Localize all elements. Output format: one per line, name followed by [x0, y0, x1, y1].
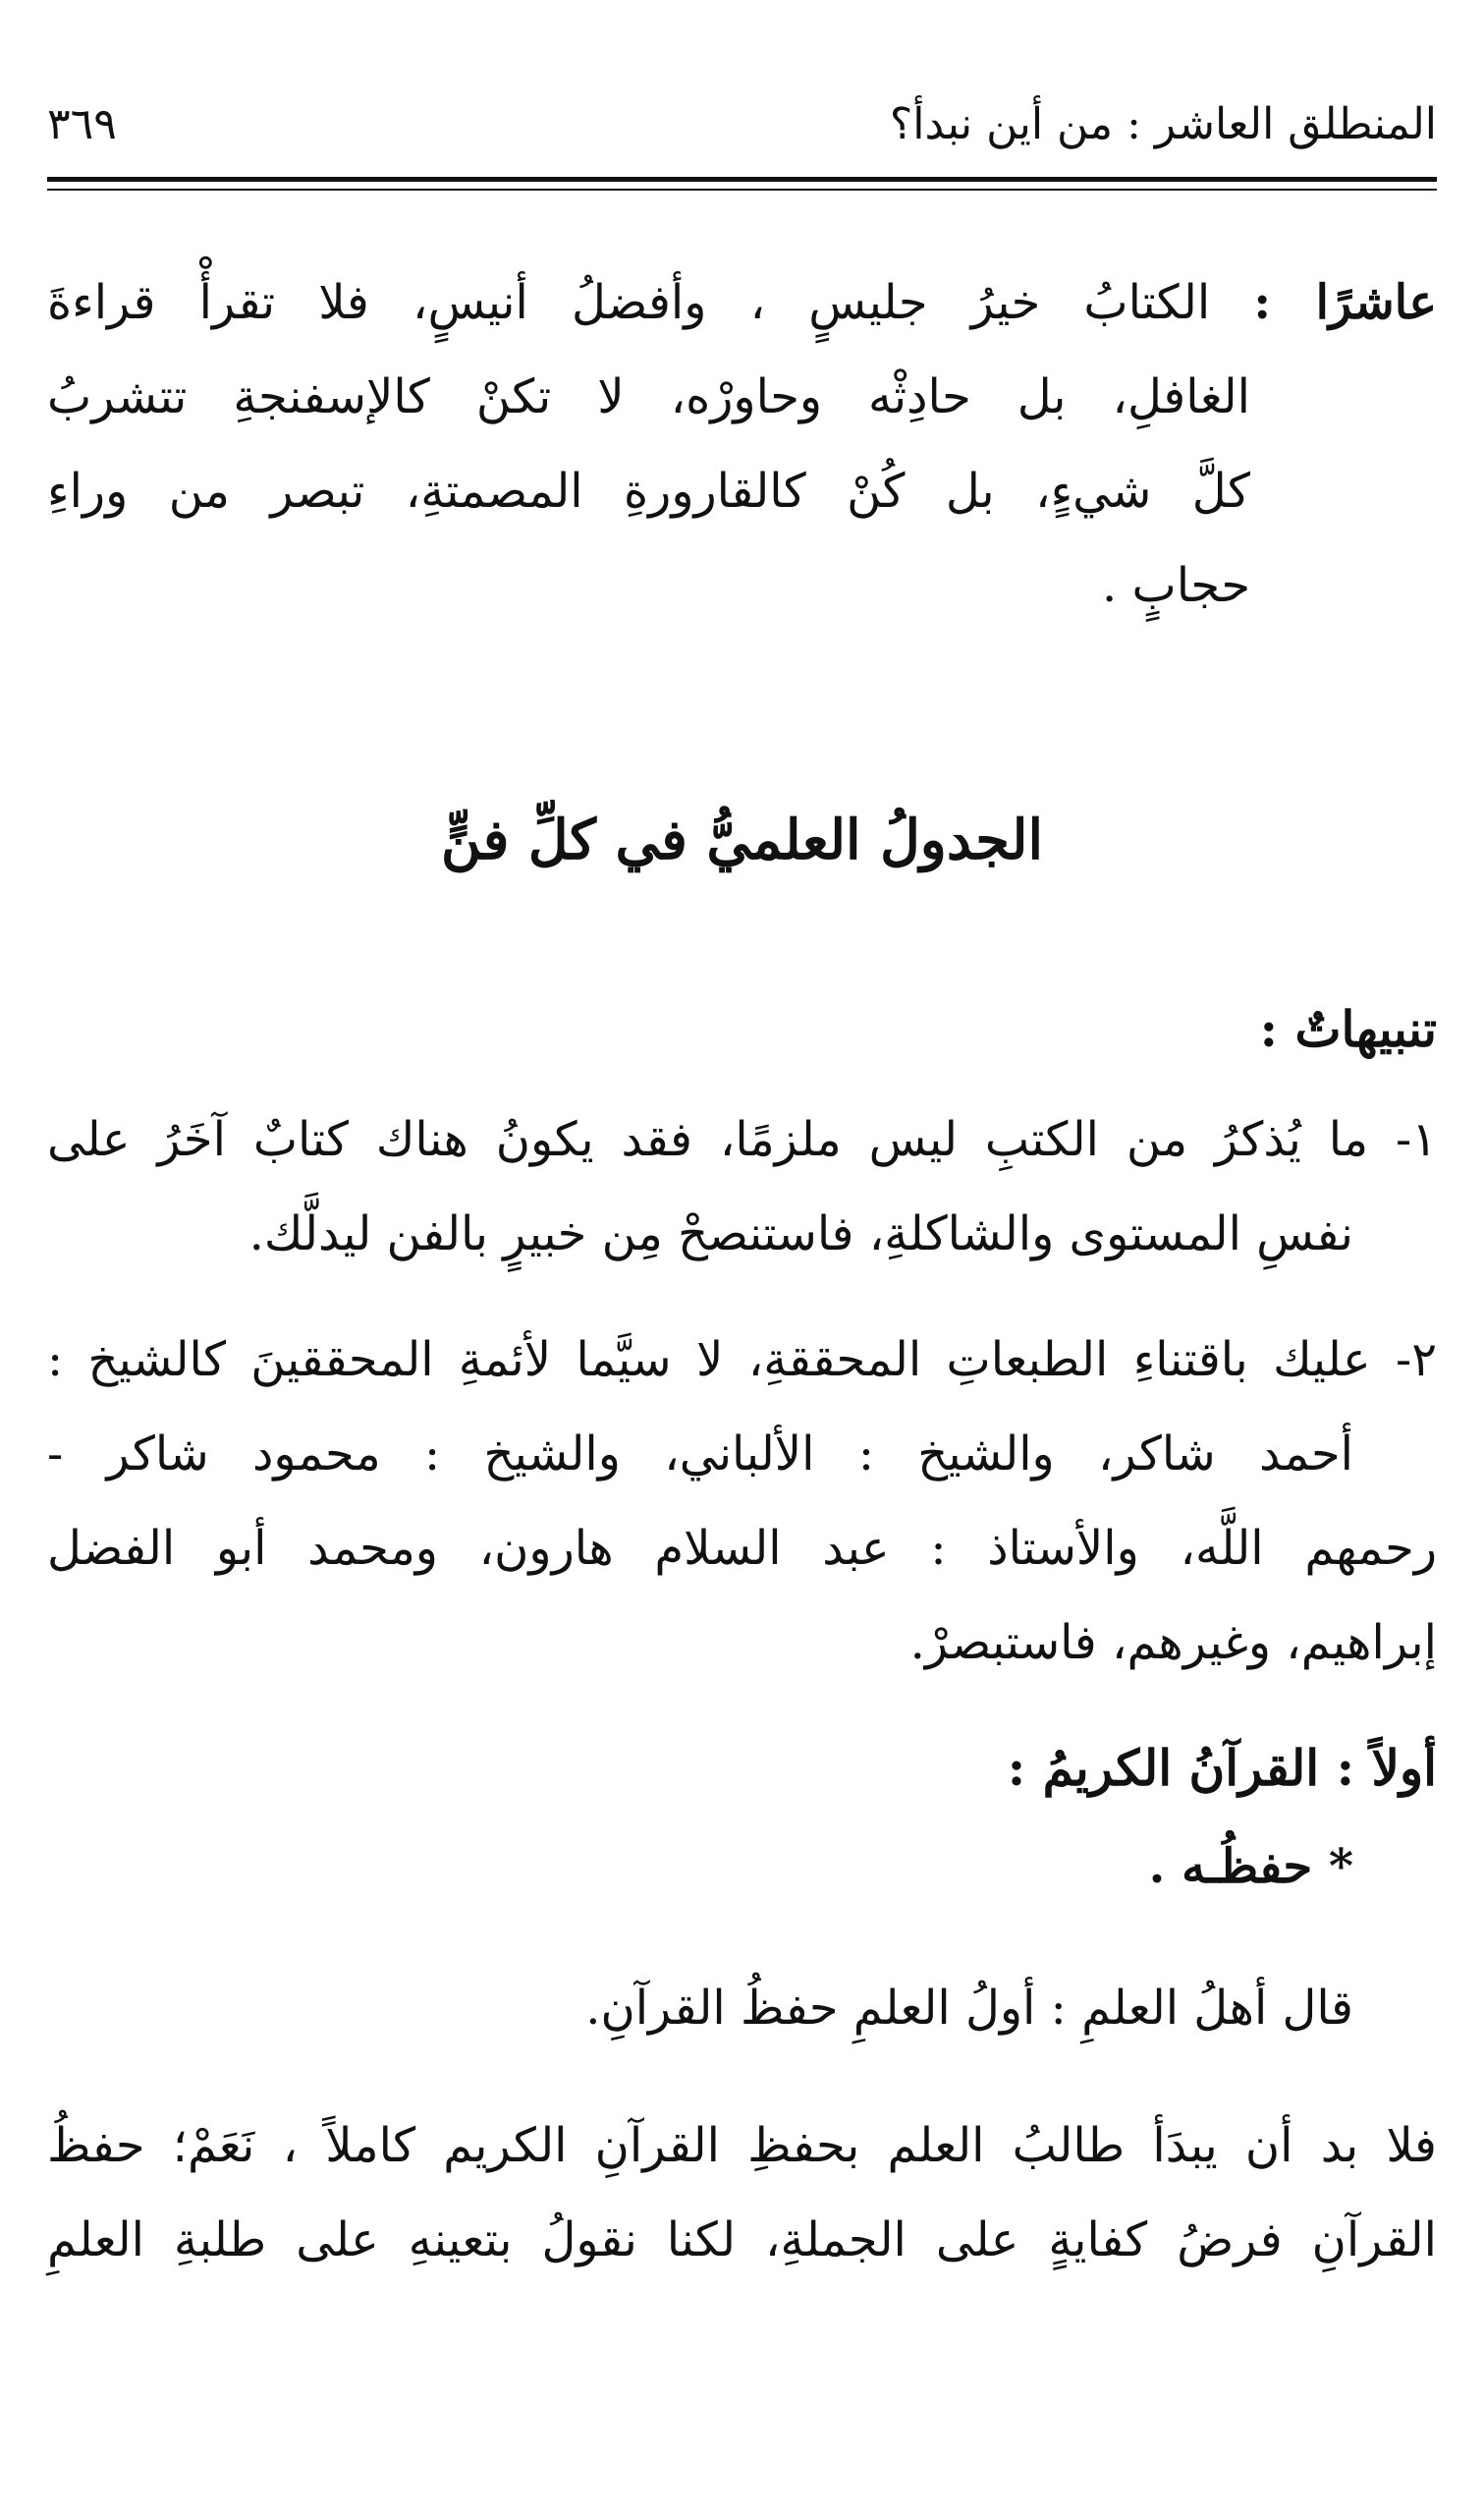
- note-line: نفسِ المستوى والشاكلةِ، فاستنصحْ مِن خبيرٍ بالفن ليدلَّك.: [248, 1206, 1353, 1261]
- notes-heading: تنبيهاتٌ :: [1259, 1000, 1437, 1058]
- header-rule-thin: [47, 189, 1437, 191]
- paragraph-line: كلَّ شيءٍ، بل كُنْ كالقارورةِ المصمتةِ، تبصر من وراءِ: [47, 464, 1250, 519]
- book-page: [47, 0, 1437, 2516]
- paragraph-line: القرآنِ فرضُ كفايةٍ على الجملةِ، لكنا نقولُ بتعينهِ على طلبةِ العلمِ: [47, 2212, 1437, 2267]
- quran-heading: أولاً : القرآنُ الكريمُ :: [1007, 1739, 1437, 1797]
- page-number: ٣٦٩: [47, 99, 117, 149]
- paragraph-line: [47, 255, 1437, 350]
- paragraph-line: حجابٍ .: [1102, 558, 1250, 613]
- note-line: رحمهم اللَّه، والأستاذ : عبد السلام هارون، ومحمد أبو الفضل: [47, 1521, 1437, 1576]
- tenth-lead: عاشرًا :: [1253, 275, 1437, 330]
- section-title: الجدولُ العلميُّ في كلِّ فنٍّ: [440, 808, 1044, 872]
- running-header: [47, 90, 1437, 159]
- running-title: المنطلق العاشر : من أين نبدأ؟: [889, 99, 1437, 149]
- note-line: إبراهيم، وغيرهم، فاستبصرْ.: [909, 1615, 1437, 1670]
- header-rule-thick: [47, 177, 1437, 182]
- quote-line: قال أهلُ العلمِ : أولُ العلمِ حفظُ القرآنِ.: [585, 1981, 1353, 2036]
- paragraph-line: فلا بد أن يبدَأ طالبُ العلم بحفظِ القرآنِ الكريم كاملاً ، نَعَمْ؛ حفظُ: [47, 2118, 1437, 2173]
- paragraph-text: الكتابُ خيرُ جليسٍ ، وأفضلُ أنيسٍ، فلا تقرأْ قراءةَ: [47, 275, 1211, 330]
- note-line: أحمد شاكر، والشيخ : الألباني، والشيخ : محمود شاكر -: [47, 1426, 1353, 1482]
- note-line: ٢- عليك باقتناءِ الطبعاتِ المحققةِ، لا سيَّما لأئمةِ المحققينَ كالشيخ :: [47, 1332, 1437, 1387]
- paragraph-line: الغافلِ، بل حادِثْه وحاورْه، لا تكنْ كالإسفنجةِ تتشربُ: [47, 369, 1250, 424]
- note-line: ١- ما يُذكرُ من الكتبِ ليس ملزمًا، فقد يكونُ هناك كتابٌ آخَرُ على: [47, 1112, 1437, 1167]
- memorization-bullet: * حفظُـه .: [1148, 1839, 1353, 1894]
